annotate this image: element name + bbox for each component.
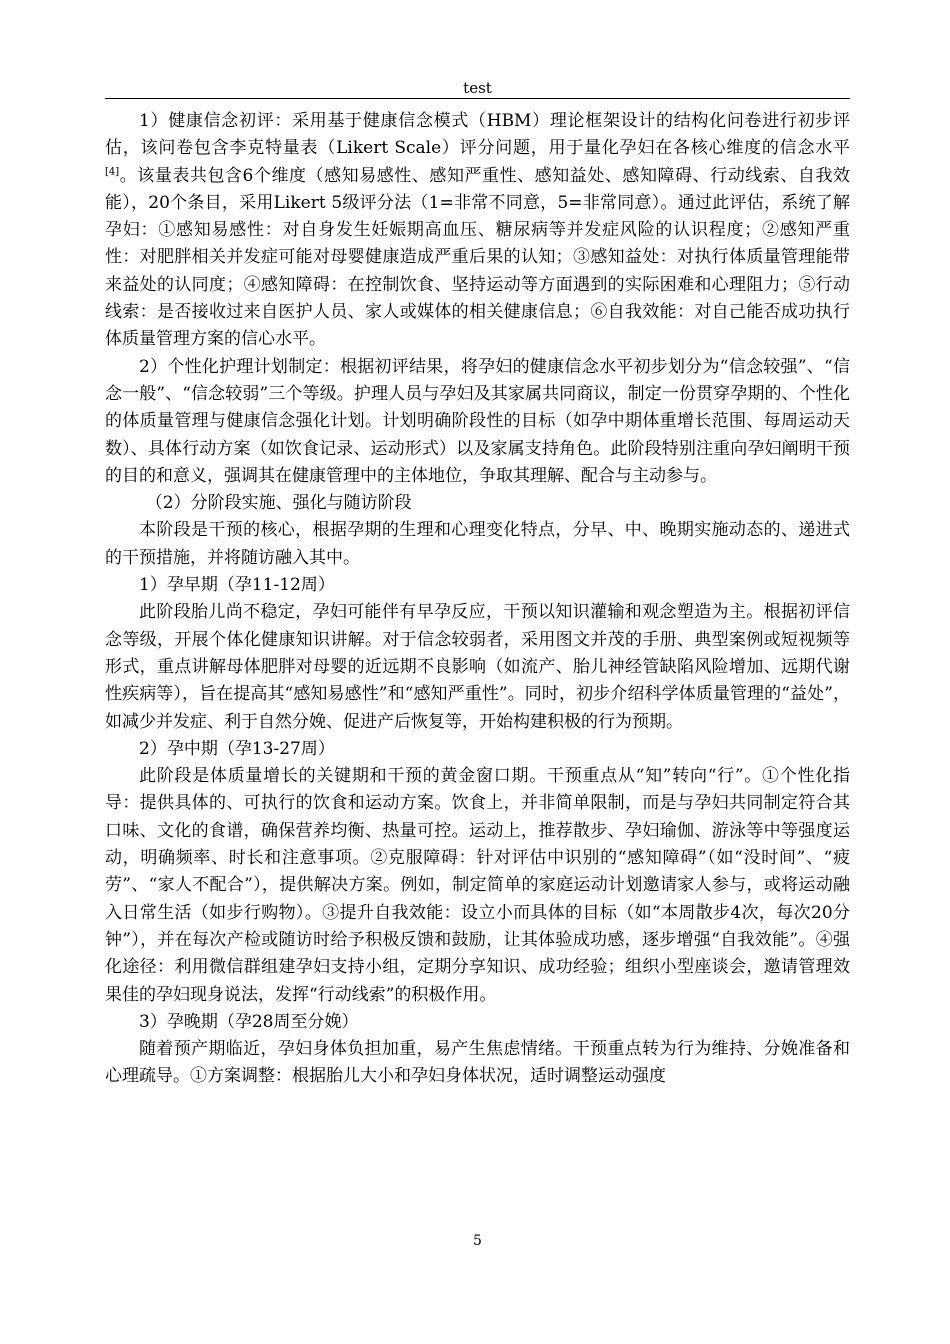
header-rule <box>105 98 850 99</box>
subheading-mid-pregnancy: 2）孕中期（孕13-27周） <box>139 738 335 759</box>
paragraph-late-pregnancy: 随着预产期临近，孕妇身体负担加重，易产生焦虑情绪。干预重点转为行为维持、分娩准备和心理疏导。①方案调整：根据胎儿大小和孕妇身体状况，适时调整运动强度 <box>105 1039 850 1087</box>
paragraph-text: 1）健康信念初评：采用基于健康信念模式（HBM）理论框架设计的结构化问卷进行初步评估，该问卷包含李克特量表（Likert Scale）评分问题，用于量化孕妇在各核心维度的信念水平 <box>105 111 850 159</box>
subheading-late-pregnancy: 3）孕晚期（孕28周至分娩） <box>139 1011 359 1032</box>
paragraph-health-belief-assessment <box>105 108 850 354</box>
paragraph-care-plan: 2）个性化护理计划制定：根据初评结果，将孕妇的健康信念水平初步划分为“信念较强”、“信念一般”、“信念较弱”三个等级。护理人员与孕妇及其家属共同商议，制定一份贯穿孕期的、个性化的体质量管理与健康信念强化计划。计划明确阶段性的目标（如孕中期体重增长范围、每周运动天数）、具体行动方案（如饮食记录、运动形式）以及家属支持角色。此阶段特别注重向孕妇阐明干预的目的和意义，强调其在健康管理中的主体地位，争取其理解、配合与主动参与。 <box>105 356 850 486</box>
paragraph-stage-intro: 本阶段是干预的核心，根据孕期的生理和心理变化特点，分早、中、晚期实施动态的、递进式的干预措施，并将随访融入其中。 <box>105 520 850 568</box>
page-number: 5 <box>473 1233 482 1249</box>
body-text <box>105 108 850 1091</box>
paragraph-text: 。该量表共包含6个维度（感知易感性、感知严重性、感知益处、感知障碍、行动线索、自我效能），20个条目，采用Likert 5级评分法（1=非常不同意，5=非常同意）。通过此评估，系统了解孕妇：①感知易感性：对自身发生妊娠期高血压、糖尿病等并发症风险的认识程度；②感知严重性：对肥胖相关并发症可能对母婴健康造成严重后果的认知；③感知益处：对执行体质量管理能带来益处的认同度；④感知障碍：在控制饮食、坚持运动等方面遇到的实际困难和心理阻力；⑤行动线索：是否接收过来自医护人员、家人或媒体的相关健康信息；⑥自我效能：对自己能否成功执行体质量管理方案的信心水平。 <box>105 165 850 350</box>
citation: [4] <box>105 165 120 177</box>
subheading-early-pregnancy: 1）孕早期（孕11-12周） <box>139 575 335 596</box>
paragraph-early-pregnancy: 此阶段胎儿尚不稳定，孕妇可能伴有早孕反应，干预以知识灌输和观念塑造为主。根据初评信念等级，开展个体化健康知识讲解。对于信念较弱者，采用图文并茂的手册、典型案例或短视频等形式，重点讲解母体肥胖对母婴的近远期不良影响（如流产、胎儿神经管缺陷风险增加、远期代谢性疾病等），旨在提高其“感知易感性”和“感知严重性”。同时，初步介绍科学体质量管理的“益处”，如减少并发症、利于自然分娩、促进产后恢复等，开始构建积极的行为预期。 <box>105 602 850 732</box>
paragraph-mid-pregnancy: 此阶段是体质量增长的关键期和干预的黄金窗口期。干预重点从“知”转向“行”。①个性化指导：提供具体的、可执行的饮食和运动方案。饮食上，并非简单限制，而是与孕妇共同制定符合其口味、文化的食谱，确保营养均衡、热量可控。运动上，推荐散步、孕妇瑜伽、游泳等中等强度运动，明确频率、时长和注意事项。②克服障碍：针对评估中识别的“感知障碍”（如“没时间”、“疲劳”、“家人不配合”），提供解决方案。例如，制定简单的家庭运动计划邀请家人参与，或将运动融入日常生活（如步行购物）。③提升自我效能：设立小而具体的目标（如“本周散步4次，每次20分钟”），并在每次产检或随访时给予积极反馈和鼓励，让其体验成功感，逐步增强“自我效能”。④强化途径：利用微信群组建孕妇支持小组，定期分享知识、成功经验；组织小型座谈会，邀请管理效果佳的孕妇现身说法，发挥“行动线索”的积极作用。 <box>105 766 850 1005</box>
page-header: test <box>463 79 492 97</box>
section-heading-staged-implementation: （2）分阶段实施、强化与随访阶段 <box>145 493 412 514</box>
